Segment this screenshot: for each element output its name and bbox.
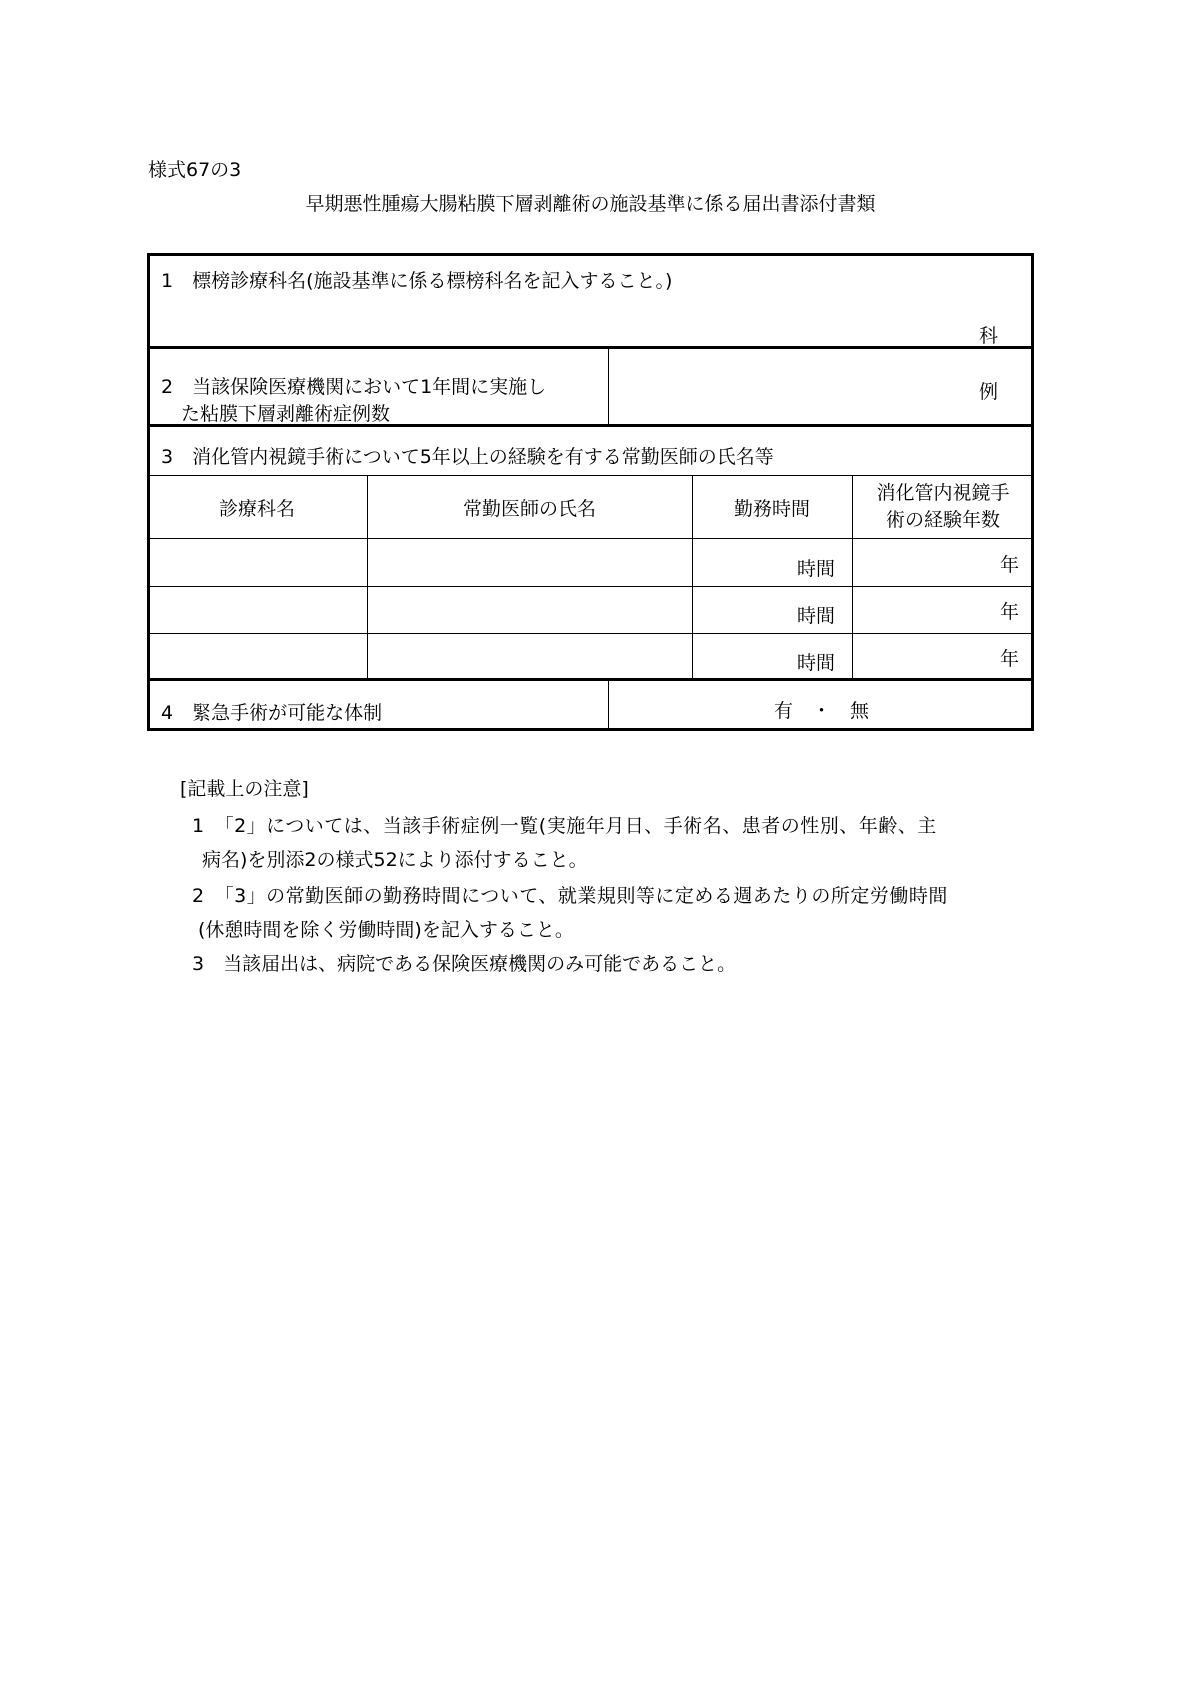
note-line: 3 当該届出は、病院である保険医療機関のみ可能であること。 — [192, 953, 737, 975]
section3-label: 3 消化管内視鏡手術について5年以上の経験を有する常勤医師の氏名等 — [161, 446, 774, 468]
doctor-name-input[interactable] — [367, 634, 692, 678]
hours-unit: 時間 — [797, 558, 836, 580]
header-department — [147, 476, 367, 538]
divider — [147, 678, 1034, 681]
divider — [608, 348, 609, 425]
years-unit: 年 — [1000, 601, 1020, 623]
note-line: 病名)を別添2の様式52により添付すること。 — [202, 849, 588, 871]
note-line: (休憩時間を除く労働時間)を記入すること。 — [198, 919, 574, 941]
document-title: 早期悪性腫瘍大腸粘膜下層剥離術の施設基準に係る届出書添付書類 — [305, 193, 876, 215]
doctor-name-input[interactable] — [367, 587, 692, 633]
emergency-options[interactable]: 有 ・ 無 — [773, 700, 869, 722]
hours-unit: 時間 — [797, 605, 836, 627]
form-number: 様式67の3 — [148, 159, 242, 181]
header-text: 消化管内視鏡手 — [876, 482, 1010, 504]
header-work-hours — [692, 476, 852, 538]
department-input[interactable] — [147, 539, 367, 586]
hours-unit: 時間 — [797, 652, 836, 674]
department-name-field[interactable] — [155, 300, 955, 340]
section2-unit: 例 — [979, 381, 999, 403]
header-doctor-name — [367, 476, 692, 538]
years-unit: 年 — [1000, 554, 1020, 576]
case-count-field[interactable] — [612, 352, 972, 422]
years-unit: 年 — [1000, 648, 1020, 670]
header-text: 勤務時間 — [733, 497, 810, 520]
section2-label-line1: 2 当該保険医療機関において1年間に実施し — [161, 376, 547, 398]
section2-label-line2: た粘膜下層剥離術症例数 — [181, 403, 391, 425]
notes-heading: [記載上の注意] — [180, 778, 309, 800]
note-line: 1 「2」については、当該手術症例一覧(実施年月日、手術名、患者の性別、年齢、主 — [192, 815, 937, 837]
doctor-name-input[interactable] — [367, 539, 692, 586]
header-text: 術の経験年数 — [885, 509, 1000, 531]
header-experience-years — [852, 476, 1034, 538]
note-line: 2 「3」の常勤医師の勤務時間について、就業規則等に定める週あたりの所定労働時間 — [192, 885, 948, 907]
header-text: 常勤医師の氏名 — [462, 497, 596, 520]
divider — [147, 346, 1034, 349]
header-text: 診療科名 — [218, 497, 295, 520]
section1-label: 1 標榜診療科名(施設基準に係る標榜科名を記入すること。) — [161, 270, 673, 292]
department-input[interactable] — [147, 634, 367, 678]
section4-label: 4 緊急手術が可能な体制 — [161, 702, 383, 724]
section1-unit: 科 — [979, 325, 999, 347]
department-input[interactable] — [147, 587, 367, 633]
